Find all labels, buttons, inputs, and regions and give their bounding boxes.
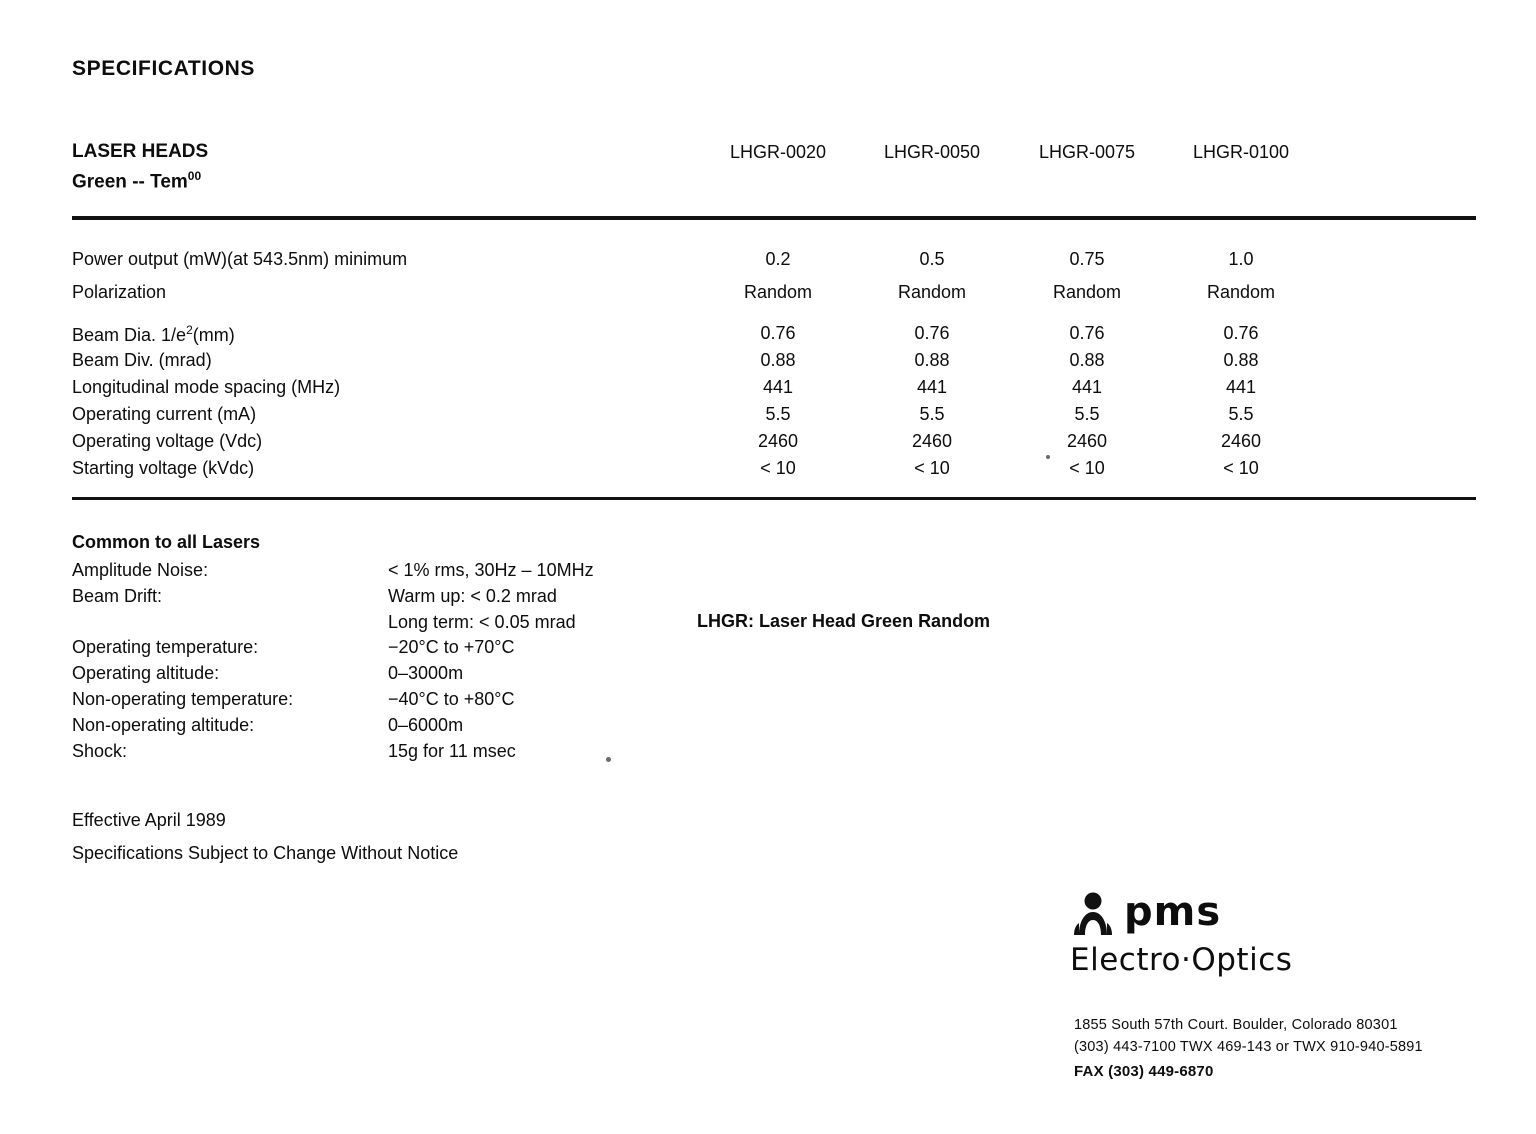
logo-wordmark: pms xyxy=(1124,889,1222,935)
column-header-2: LHGR-0075 xyxy=(1038,142,1136,162)
cell-mode-spacing-1: 441 xyxy=(916,377,948,397)
cell-operating-current-0: 5.5 xyxy=(765,404,791,424)
common-value-beam-drift-warmup: Warm up: < 0.2 mrad xyxy=(388,586,557,606)
common-value-nonoperating-temperature: −40°C to +80°C xyxy=(388,689,515,709)
cell-polarization-0: Random xyxy=(743,282,813,302)
column-header-3: LHGR-0100 xyxy=(1192,142,1290,162)
cell-mode-spacing-2: 441 xyxy=(1071,377,1103,397)
common-label-beam-drift: Beam Drift: xyxy=(72,586,163,606)
section-label-line2: Green -- Tem$^{00}$ xyxy=(72,169,202,193)
cell-starting-voltage-1: < 10 xyxy=(914,458,950,478)
cell-beam-div-0: 0.88 xyxy=(760,350,796,370)
cell-beam-dia-3: 0.76 xyxy=(1223,323,1259,343)
cell-polarization-3: Random xyxy=(1206,282,1276,302)
address-line-2: (303) 443-7100 TWX 469-143 or TWX 910-940-5891 xyxy=(1074,1039,1423,1055)
cell-operating-current-3: 5.5 xyxy=(1228,404,1254,424)
cell-beam-div-1: 0.88 xyxy=(914,350,950,370)
row-label-power-output: Power output (mW)(at 543.5nm) minimum xyxy=(72,249,408,269)
address-line-1: 1855 South 57th Court. Boulder, Colorado 80301 xyxy=(1074,1017,1398,1033)
cell-beam-dia-0: 0.76 xyxy=(760,323,796,343)
cell-mode-spacing-0: 441 xyxy=(762,377,794,397)
cell-operating-voltage-2: 2460 xyxy=(1066,431,1108,451)
cell-beam-dia-1: 0.76 xyxy=(914,323,950,343)
common-label-operating-temperature: Operating temperature: xyxy=(72,637,259,657)
common-value-beam-drift-longterm: Long term: < 0.05 mrad xyxy=(388,612,576,632)
common-label-amplitude-noise: Amplitude Noise: xyxy=(72,560,209,580)
row-label-polarization: Polarization xyxy=(72,282,167,302)
cell-operating-current-1: 5.5 xyxy=(919,404,945,424)
row-label-starting-voltage: Starting voltage (kVdc) xyxy=(72,458,255,478)
common-value-operating-altitude: 0–3000m xyxy=(388,663,464,683)
column-header-0: LHGR-0020 xyxy=(729,142,827,162)
cell-operating-current-2: 5.5 xyxy=(1074,404,1100,424)
row-label-mode-spacing: Longitudinal mode spacing (MHz) xyxy=(72,377,341,397)
cell-beam-div-3: 0.88 xyxy=(1223,350,1259,370)
cell-power-output-2: 0.75 xyxy=(1069,249,1105,269)
effective-date: Effective April 1989 xyxy=(72,810,226,830)
subject-to-change-notice: Specifications Subject to Change Without Notice xyxy=(72,843,459,863)
common-label-operating-altitude: Operating altitude: xyxy=(72,663,220,683)
cell-power-output-1: 0.5 xyxy=(919,249,945,269)
common-section-title: Common to all Lasers xyxy=(72,532,261,552)
cell-polarization-2: Random xyxy=(1052,282,1122,302)
cell-operating-voltage-0: 2460 xyxy=(757,431,799,451)
section-label-line1: LASER HEADS xyxy=(72,141,209,162)
cell-beam-dia-2: 0.76 xyxy=(1069,323,1105,343)
logo-row xyxy=(1070,888,1490,936)
cell-power-output-0: 0.2 xyxy=(765,249,791,269)
common-value-nonoperating-altitude: 0–6000m xyxy=(388,715,464,735)
page-title: SPECIFICATIONS xyxy=(72,57,256,80)
row-label-operating-voltage: Operating voltage (Vdc) xyxy=(72,431,263,451)
address-fax: FAX (303) 449-6870 xyxy=(1074,1063,1214,1080)
common-label-nonoperating-altitude: Non-operating altitude: xyxy=(72,715,255,735)
row-label-beam-div: Beam Div. (mrad) xyxy=(72,350,212,370)
row-label-beam-dia: Beam Dia. $1/e^2(mm)$ xyxy=(72,323,235,345)
common-label-nonoperating-temperature: Non-operating temperature: xyxy=(72,689,294,709)
scan-speck xyxy=(606,757,611,762)
section-label xyxy=(72,140,208,194)
section-label-superscript: 00 xyxy=(187,169,202,183)
column-header-1: LHGR-0050 xyxy=(883,142,981,162)
cell-polarization-1: Random xyxy=(897,282,967,302)
company-logo xyxy=(1070,888,1490,978)
common-label-shock: Shock: xyxy=(72,741,128,761)
table-top-rule xyxy=(72,216,1476,220)
cell-beam-div-2: 0.88 xyxy=(1069,350,1105,370)
lhgr-acronym-note: LHGR: Laser Head Green Random xyxy=(697,611,991,631)
cell-mode-spacing-3: 441 xyxy=(1225,377,1257,397)
common-value-amplitude-noise: < 1% rms, 30Hz – 10MHz xyxy=(388,560,594,580)
common-value-operating-temperature: −20°C to +70°C xyxy=(388,637,515,657)
cell-operating-voltage-1: 2460 xyxy=(911,431,953,451)
row-label-operating-current: Operating current (mA) xyxy=(72,404,257,424)
cell-operating-voltage-3: 2460 xyxy=(1220,431,1262,451)
scan-speck xyxy=(1046,455,1050,459)
cell-power-output-3: 1.0 xyxy=(1228,249,1254,269)
cell-starting-voltage-0: < 10 xyxy=(760,458,796,478)
cell-starting-voltage-2: < 10 xyxy=(1069,458,1105,478)
pms-mark-icon xyxy=(1070,889,1116,935)
table-bottom-rule xyxy=(72,497,1476,500)
common-value-shock: 15g for 11 msec xyxy=(388,741,516,761)
logo-subtitle: Electro·Optics xyxy=(1070,942,1293,978)
cell-starting-voltage-3: < 10 xyxy=(1223,458,1259,478)
